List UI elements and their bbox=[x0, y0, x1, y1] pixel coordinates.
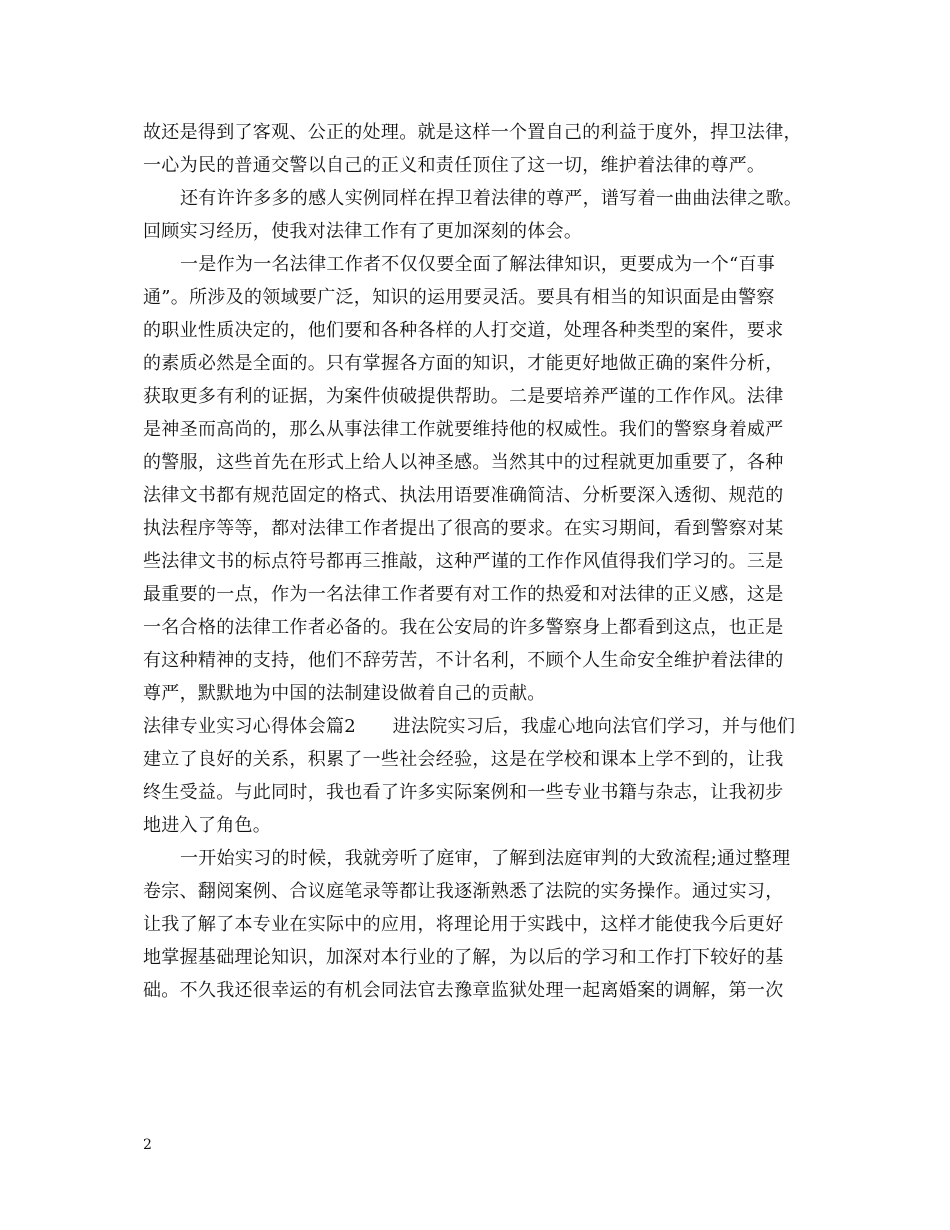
text-line: 些法律文书的标点符号都再三推敲，这种严谨的工作作风值得我们学习的。三是 bbox=[143, 551, 784, 572]
text-line: 地进入了角色。 bbox=[143, 815, 272, 836]
text-line: 还有许许多多的感人实例同样在捍卫着法律的尊严，谱写着一曲曲法律之歌。 bbox=[180, 188, 803, 209]
section-heading-line: 法律专业实习心得体会篇2 进法院实习后，我虚心地向法官们学习，并与他们 bbox=[143, 716, 796, 737]
text-line: 获取更多有利的证据，为案件侦破提供帮助。二是要培养严谨的工作作风。法律 bbox=[143, 386, 784, 407]
text-line: 卷宗、翻阅案例、合议庭笔录等都让我逐渐熟悉了法院的实务操作。通过实习， bbox=[143, 881, 784, 902]
text-line: 的职业性质决定的，他们要和各种各样的人打交道，处理各种类型的案件，要求 bbox=[143, 320, 784, 341]
document-body bbox=[143, 116, 813, 1007]
text-line: 的素质必然是全面的。只有掌握各方面的知识，才能更好地做正确的案件分析， bbox=[143, 353, 784, 374]
text-line: 回顾实习经历，使我对法律工作有了更加深刻的体会。 bbox=[143, 221, 583, 242]
text-line: 一是作为一名法律工作者不仅仅要全面了解法律知识，更要成为一个“百事 bbox=[180, 254, 776, 275]
text-line: 一名合格的法律工作者必备的。我在公安局的许多警察身上都看到这点，也正是 bbox=[143, 617, 784, 638]
text-line: 法律文书都有规范固定的格式、执法用语要准确简洁、分析要深入透彻、规范的 bbox=[143, 485, 784, 506]
text-line: 通”。所涉及的领域要广泛，知识的运用要灵活。要具有相当的知识面是由警察 bbox=[143, 287, 775, 308]
text-line: 最重要的一点，作为一名法律工作者要有对工作的热爱和对法律的正义感，这是 bbox=[143, 584, 784, 605]
text-line: 地掌握基础理论知识，加深对本行业的了解，为以后的学习和工作打下较好的基 bbox=[143, 947, 784, 968]
text-line: 执法程序等等，都对法律工作者提出了很高的要求。在实习期间，看到警察对某 bbox=[143, 518, 784, 539]
text-line: 尊严，默默地为中国的法制建设做着自己的贡献。 bbox=[143, 683, 546, 704]
text-line: 建立了良好的关系，积累了一些社会经验，这是在学校和课本上学不到的，让我 bbox=[143, 749, 784, 770]
text-line: 故还是得到了客观、公正的处理。就是这样一个置自己的利益于度外，捍卫法律， bbox=[143, 122, 802, 143]
text-line: 让我了解了本专业在实际中的应用，将理论用于实践中，这样才能使我今后更好 bbox=[143, 914, 784, 935]
text-line: 是神圣而高尚的，那么从事法律工作就要维持他的权威性。我们的警察身着威严 bbox=[143, 419, 784, 440]
text-line: 终生受益。与此同时，我也看了许多实际案例和一些专业书籍与杂志，让我初步 bbox=[143, 782, 784, 803]
page-number: 2 bbox=[143, 1137, 152, 1153]
text-line: 一开始实习的时候，我就旁听了庭审，了解到法庭审判的大致流程;通过整理 bbox=[180, 848, 791, 869]
text-line: 的警服，这些首先在形式上给人以神圣感。当然其中的过程就更加重要了，各种 bbox=[143, 452, 784, 473]
text-line: 有这种精神的支持，他们不辞劳苦，不计名利，不顾个人生命安全维护着法律的 bbox=[143, 650, 784, 671]
text-line: 础。不久我还很幸运的有机会同法官去豫章监狱处理一起离婚案的调解，第一次 bbox=[143, 980, 784, 1001]
text-line: 一心为民的普通交警以自己的正义和责任顶住了这一切，维护着法律的尊严。 bbox=[143, 155, 766, 176]
